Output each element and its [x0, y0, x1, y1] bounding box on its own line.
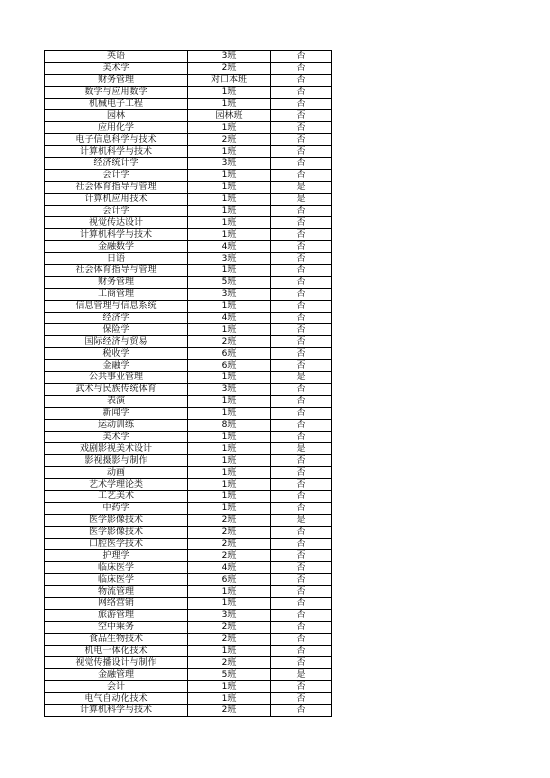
class-count-cell: 1班	[188, 395, 271, 407]
major-cell: 计算机应用技术	[45, 193, 188, 205]
table-row	[45, 134, 332, 146]
class-count-cell: 1班	[188, 455, 271, 467]
major-cell: 武术与民族传统体育	[45, 383, 188, 395]
flag-cell: 否	[271, 586, 332, 598]
table-row	[45, 645, 332, 657]
major-cell: 金融数学	[45, 241, 188, 253]
class-list-table	[44, 50, 332, 717]
flag-cell: 否	[271, 693, 332, 705]
major-cell: 视觉传播设计与制作	[45, 657, 188, 669]
major-cell: 财务管理	[45, 276, 188, 288]
class-count-cell: 2班	[188, 657, 271, 669]
class-count-cell: 1班	[188, 181, 271, 193]
class-count-cell: 2班	[188, 514, 271, 526]
table-row	[45, 300, 332, 312]
flag-cell: 是	[271, 372, 332, 384]
table-row	[45, 372, 332, 384]
class-count-cell: 5班	[188, 276, 271, 288]
table-row	[45, 693, 332, 705]
flag-cell: 否	[271, 253, 332, 265]
table-row	[45, 514, 332, 526]
table-row	[45, 407, 332, 419]
table-row	[45, 110, 332, 122]
major-cell: 临床医学	[45, 562, 188, 574]
flag-cell: 否	[271, 467, 332, 479]
table-row	[45, 265, 332, 277]
flag-cell: 否	[271, 538, 332, 550]
flag-cell: 否	[271, 169, 332, 181]
major-cell: 税收学	[45, 348, 188, 360]
flag-cell: 否	[271, 479, 332, 491]
major-cell: 金融学	[45, 360, 188, 372]
flag-cell: 否	[271, 550, 332, 562]
major-cell: 艺术学理论类	[45, 479, 188, 491]
class-count-cell: 1班	[188, 431, 271, 443]
major-cell: 金融管理	[45, 669, 188, 681]
major-cell: 经济学	[45, 312, 188, 324]
table-row	[45, 609, 332, 621]
flag-cell: 否	[271, 621, 332, 633]
table-row	[45, 288, 332, 300]
major-cell: 美术学	[45, 431, 188, 443]
major-cell: 旅游管理	[45, 609, 188, 621]
class-count-cell: 1班	[188, 597, 271, 609]
table-row	[45, 98, 332, 110]
table-row	[45, 229, 332, 241]
flag-cell: 否	[271, 633, 332, 645]
flag-cell: 否	[271, 98, 332, 110]
table-row	[45, 86, 332, 98]
major-cell: 视觉传达设计	[45, 217, 188, 229]
class-count-cell: 1班	[188, 645, 271, 657]
major-cell: 计算机科学与技术	[45, 146, 188, 158]
major-cell: 网络营销	[45, 597, 188, 609]
class-count-cell: 8班	[188, 419, 271, 431]
table-row	[45, 241, 332, 253]
table-row	[45, 217, 332, 229]
flag-cell: 否	[271, 526, 332, 538]
major-cell: 临床医学	[45, 574, 188, 586]
flag-cell: 否	[271, 407, 332, 419]
flag-cell: 否	[271, 134, 332, 146]
flag-cell: 否	[271, 241, 332, 253]
class-count-cell: 2班	[188, 336, 271, 348]
table-row	[45, 253, 332, 265]
flag-cell: 否	[271, 360, 332, 372]
class-count-cell: 1班	[188, 490, 271, 502]
major-cell: 社会体育指导与管理	[45, 265, 188, 277]
flag-cell: 否	[271, 205, 332, 217]
major-cell: 新闻学	[45, 407, 188, 419]
flag-cell: 否	[271, 74, 332, 86]
flag-cell: 否	[271, 51, 332, 63]
flag-cell: 否	[271, 336, 332, 348]
major-cell: 物流管理	[45, 586, 188, 598]
major-cell: 护理学	[45, 550, 188, 562]
class-count-cell: 3班	[188, 383, 271, 395]
flag-cell: 否	[271, 681, 332, 693]
flag-cell: 否	[271, 657, 332, 669]
major-cell: 日语	[45, 253, 188, 265]
class-count-cell: 3班	[188, 288, 271, 300]
class-count-cell: 3班	[188, 158, 271, 170]
class-count-cell: 2班	[188, 704, 271, 716]
major-cell: 国际经济与贸易	[45, 336, 188, 348]
major-cell: 应用化学	[45, 122, 188, 134]
flag-cell: 否	[271, 395, 332, 407]
table-row	[45, 586, 332, 598]
class-count-cell: 1班	[188, 467, 271, 479]
flag-cell: 否	[271, 455, 332, 467]
major-cell: 经济统计学	[45, 158, 188, 170]
flag-cell: 是	[271, 193, 332, 205]
table-row	[45, 538, 332, 550]
class-count-cell: 3班	[188, 253, 271, 265]
class-count-cell: 1班	[188, 146, 271, 158]
class-count-cell: 4班	[188, 312, 271, 324]
table-row	[45, 74, 332, 86]
major-cell: 英语	[45, 51, 188, 63]
class-count-cell: 1班	[188, 205, 271, 217]
major-cell: 信息管理与信息系统	[45, 300, 188, 312]
class-count-cell: 1班	[188, 217, 271, 229]
flag-cell: 否	[271, 383, 332, 395]
table-row	[45, 146, 332, 158]
class-count-cell: 2班	[188, 526, 271, 538]
class-count-cell: 园林班	[188, 110, 271, 122]
table-row	[45, 479, 332, 491]
table-row	[45, 360, 332, 372]
class-count-cell: 6班	[188, 348, 271, 360]
class-count-cell: 4班	[188, 562, 271, 574]
class-count-cell: 3班	[188, 51, 271, 63]
table-row	[45, 383, 332, 395]
class-count-cell: 1班	[188, 586, 271, 598]
major-cell: 机电一体化技术	[45, 645, 188, 657]
flag-cell: 否	[271, 229, 332, 241]
major-cell: 美术学	[45, 62, 188, 74]
class-count-cell: 5班	[188, 669, 271, 681]
table-row	[45, 597, 332, 609]
class-count-cell: 1班	[188, 681, 271, 693]
major-cell: 戏剧影视美术设计	[45, 443, 188, 455]
table-row	[45, 158, 332, 170]
major-cell: 计算机科学与技术	[45, 229, 188, 241]
major-cell: 动画	[45, 467, 188, 479]
major-cell: 医学影像技术	[45, 526, 188, 538]
class-count-cell: 1班	[188, 86, 271, 98]
class-count-cell: 1班	[188, 98, 271, 110]
flag-cell: 否	[271, 490, 332, 502]
class-count-cell: 6班	[188, 360, 271, 372]
class-count-cell: 4班	[188, 241, 271, 253]
class-count-cell: 1班	[188, 407, 271, 419]
class-count-cell: 1班	[188, 693, 271, 705]
flag-cell: 否	[271, 110, 332, 122]
major-cell: 空中乘务	[45, 621, 188, 633]
class-count-cell: 6班	[188, 574, 271, 586]
table-row	[45, 490, 332, 502]
flag-cell: 否	[271, 288, 332, 300]
flag-cell: 是	[271, 669, 332, 681]
major-cell: 机械电子工程	[45, 98, 188, 110]
class-count-cell: 1班	[188, 193, 271, 205]
table-row	[45, 455, 332, 467]
class-count-cell: 3班	[188, 609, 271, 621]
flag-cell: 否	[271, 597, 332, 609]
major-cell: 运动训练	[45, 419, 188, 431]
class-count-cell: 2班	[188, 633, 271, 645]
major-cell: 计算机科学与技术	[45, 704, 188, 716]
flag-cell: 否	[271, 122, 332, 134]
major-cell: 会计	[45, 681, 188, 693]
major-cell: 医学影像技术	[45, 514, 188, 526]
class-count-cell: 1班	[188, 300, 271, 312]
table-row	[45, 431, 332, 443]
table-row	[45, 633, 332, 645]
table-row	[45, 550, 332, 562]
table-row	[45, 443, 332, 455]
flag-cell: 是	[271, 181, 332, 193]
flag-cell: 是	[271, 443, 332, 455]
major-cell: 电气自动化技术	[45, 693, 188, 705]
table-row	[45, 193, 332, 205]
major-cell: 中药学	[45, 502, 188, 514]
major-cell: 公共事业管理	[45, 372, 188, 384]
flag-cell: 否	[271, 146, 332, 158]
flag-cell: 否	[271, 276, 332, 288]
flag-cell: 否	[271, 609, 332, 621]
class-count-cell: 2班	[188, 134, 271, 146]
table-row	[45, 62, 332, 74]
table-row	[45, 169, 332, 181]
major-cell: 财务管理	[45, 74, 188, 86]
flag-cell: 否	[271, 265, 332, 277]
class-count-cell: 2班	[188, 62, 271, 74]
table-row	[45, 574, 332, 586]
table-row	[45, 181, 332, 193]
flag-cell: 否	[271, 431, 332, 443]
class-count-cell: 2班	[188, 621, 271, 633]
class-count-cell: 2班	[188, 538, 271, 550]
flag-cell: 否	[271, 419, 332, 431]
flag-cell: 否	[271, 312, 332, 324]
major-cell: 电子信息科学与技术	[45, 134, 188, 146]
table-row	[45, 276, 332, 288]
major-cell: 会计学	[45, 205, 188, 217]
table-row	[45, 669, 332, 681]
class-count-cell: 对口本班	[188, 74, 271, 86]
table-row	[45, 324, 332, 336]
table-row	[45, 336, 332, 348]
flag-cell: 否	[271, 704, 332, 716]
major-cell: 园林	[45, 110, 188, 122]
table-row	[45, 562, 332, 574]
table-row	[45, 122, 332, 134]
table-row	[45, 681, 332, 693]
flag-cell: 否	[271, 158, 332, 170]
flag-cell: 是	[271, 514, 332, 526]
major-cell: 会计学	[45, 169, 188, 181]
major-cell: 影视摄影与制作	[45, 455, 188, 467]
flag-cell: 否	[271, 86, 332, 98]
class-count-cell: 1班	[188, 265, 271, 277]
major-cell: 口腔医学技术	[45, 538, 188, 550]
class-count-cell: 1班	[188, 169, 271, 181]
table-body	[45, 51, 332, 717]
flag-cell: 否	[271, 300, 332, 312]
table-row	[45, 704, 332, 716]
class-count-cell: 1班	[188, 443, 271, 455]
table-row	[45, 657, 332, 669]
class-count-cell: 1班	[188, 502, 271, 514]
table-row	[45, 348, 332, 360]
class-count-cell: 1班	[188, 324, 271, 336]
class-count-cell: 1班	[188, 229, 271, 241]
table-row	[45, 205, 332, 217]
major-cell: 数学与应用数学	[45, 86, 188, 98]
table-row	[45, 312, 332, 324]
table-row	[45, 621, 332, 633]
class-count-cell: 2班	[188, 550, 271, 562]
major-cell: 工商管理	[45, 288, 188, 300]
major-cell: 食品生物技术	[45, 633, 188, 645]
class-count-cell: 1班	[188, 479, 271, 491]
table-row	[45, 502, 332, 514]
flag-cell: 否	[271, 324, 332, 336]
flag-cell: 否	[271, 62, 332, 74]
major-cell: 工艺美术	[45, 490, 188, 502]
major-cell: 保险学	[45, 324, 188, 336]
class-count-cell: 1班	[188, 372, 271, 384]
table-row	[45, 51, 332, 63]
major-cell: 表演	[45, 395, 188, 407]
table-row	[45, 419, 332, 431]
flag-cell: 否	[271, 502, 332, 514]
major-cell: 社会体育指导与管理	[45, 181, 188, 193]
table-row	[45, 526, 332, 538]
flag-cell: 否	[271, 574, 332, 586]
table-row	[45, 395, 332, 407]
flag-cell: 否	[271, 348, 332, 360]
flag-cell: 否	[271, 217, 332, 229]
class-count-cell: 1班	[188, 122, 271, 134]
table-row	[45, 467, 332, 479]
flag-cell: 否	[271, 562, 332, 574]
flag-cell: 否	[271, 645, 332, 657]
